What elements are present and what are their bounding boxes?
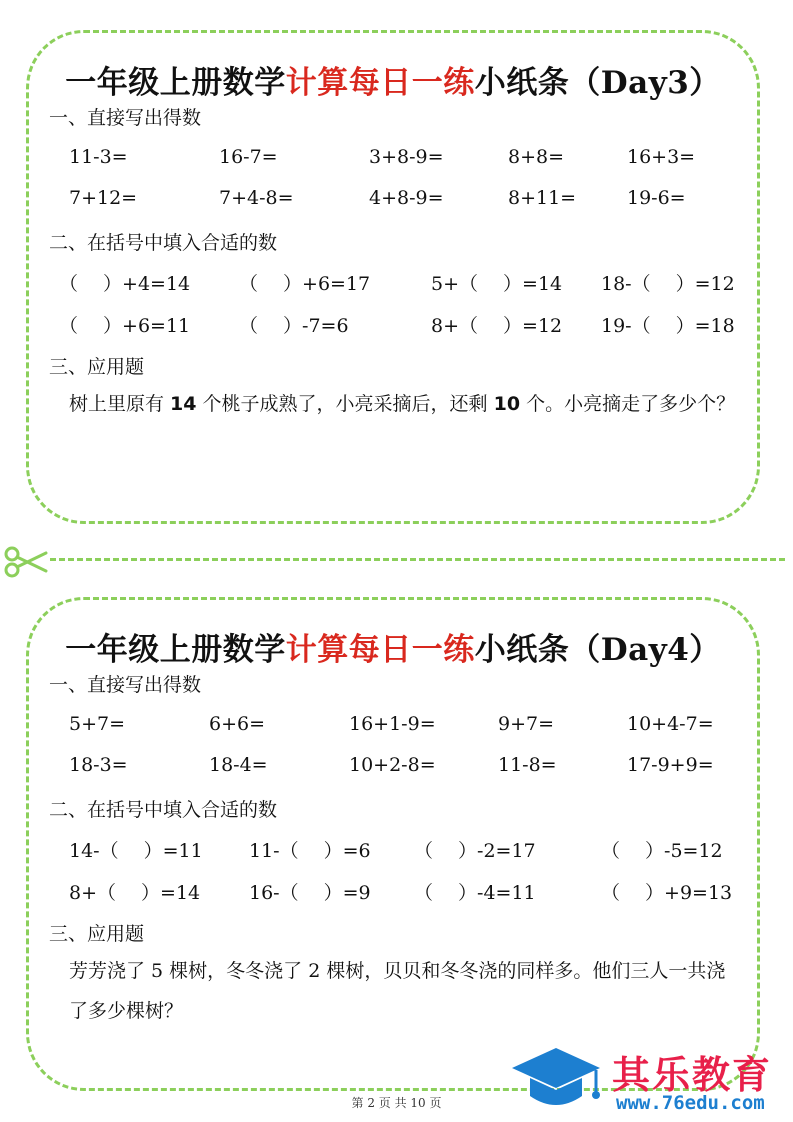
card-title	[29, 624, 757, 669]
calc-item: 10+4-7=	[627, 713, 714, 735]
calc-item: 16+3=	[627, 146, 696, 168]
fill-item: （ ）+6=11	[59, 315, 191, 337]
fill-item: （ ）+4=14	[59, 273, 191, 295]
word-problem-text	[69, 384, 744, 424]
calc-item: 16+1-9=	[349, 713, 436, 735]
section-fill-brackets-heading: 二、在括号中填入合适的数	[49, 232, 278, 254]
title-suffix: 小纸条（Day3）	[474, 65, 721, 101]
fill-item: （ ）-5=12	[601, 840, 723, 862]
calc-item: 10+2-8=	[349, 754, 436, 776]
fill-item: 19-（ ）=18	[601, 315, 735, 337]
fill-row	[29, 269, 757, 299]
calc-row	[29, 754, 757, 784]
fill-item: 8+（ ）=14	[69, 882, 201, 904]
calc-item: 11-8=	[498, 754, 557, 776]
section-direct-calc-heading: 一、直接写出得数	[49, 674, 202, 696]
problem-text: 个。小亮摘走了多少个？	[520, 393, 736, 415]
calc-item: 16-7=	[219, 146, 278, 168]
calc-item: 17-9+9=	[627, 754, 714, 776]
problem-text: 个桃子成熟了，小亮采摘后，还剩	[196, 393, 494, 415]
calc-item: 6+6=	[209, 713, 266, 735]
calc-item: 18-3=	[69, 754, 128, 776]
cut-line-divider	[50, 558, 785, 561]
word-problem-text: 芳芳浇了 5 棵树，冬冬浇了 2 棵树，贝贝和冬冬浇的同样多。他们三人一共浇了多少棵树？	[69, 960, 726, 1022]
problem-number: 10	[493, 393, 521, 415]
calc-item: 7+4-8=	[219, 187, 294, 209]
fill-item: 16-（ ）=9	[249, 882, 371, 904]
fill-item: （ ）+9=13	[601, 882, 733, 904]
logo-brand-name: 其乐教育	[612, 1053, 773, 1097]
section-word-problem-heading: 三、应用题	[49, 923, 145, 945]
problem-text: 树上里原有	[69, 393, 171, 415]
fill-item: 18-（ ）=12	[601, 273, 735, 295]
calc-row	[29, 187, 757, 217]
fill-item: 14-（ ）=11	[69, 840, 203, 862]
worksheet-card-day4	[26, 597, 760, 1091]
title-highlight: 计算每日一练	[285, 65, 475, 101]
calc-row	[29, 146, 757, 176]
section-word-problem-heading: 三、应用题	[49, 356, 145, 378]
worksheet-card-day3	[26, 30, 760, 524]
calc-item: 5+7=	[69, 713, 126, 735]
calc-item: 19-6=	[627, 187, 686, 209]
fill-item: （ ）+6=17	[239, 273, 371, 295]
calc-row	[29, 713, 757, 743]
fill-item: 5+（ ）=14	[431, 273, 563, 295]
calc-item: 3+8-9=	[369, 146, 444, 168]
title-highlight: 计算每日一练	[285, 632, 475, 668]
title-prefix: 一年级上册数学	[65, 65, 286, 101]
fill-item: （ ）-7=6	[239, 315, 349, 337]
fill-row	[29, 878, 757, 908]
calc-item: 18-4=	[209, 754, 268, 776]
calc-item: 9+7=	[498, 713, 555, 735]
page-number-footer: 第 2 页 共 10 页	[351, 1096, 442, 1110]
logo-url: www.76edu.com	[616, 1092, 765, 1114]
fill-item: 8+（ ）=12	[431, 315, 563, 337]
fill-item: （ ）-2=17	[414, 840, 536, 862]
fill-item: 11-（ ）=6	[249, 840, 371, 862]
scissors-icon	[4, 545, 48, 579]
calc-item: 8+8=	[508, 146, 565, 168]
calc-item: 11-3=	[69, 146, 128, 168]
problem-number: 14	[170, 393, 197, 415]
calc-item: 8+11=	[508, 187, 577, 209]
calc-item: 4+8-9=	[369, 187, 444, 209]
title-suffix: 小纸条（Day4）	[474, 632, 721, 668]
fill-item: （ ）-4=11	[414, 882, 536, 904]
title-prefix: 一年级上册数学	[65, 632, 286, 668]
fill-row	[29, 311, 757, 341]
section-direct-calc-heading: 一、直接写出得数	[49, 107, 202, 129]
fill-row	[29, 836, 757, 866]
calc-item: 7+12=	[69, 187, 138, 209]
section-fill-brackets-heading: 二、在括号中填入合适的数	[49, 799, 278, 821]
card-title	[29, 57, 757, 102]
